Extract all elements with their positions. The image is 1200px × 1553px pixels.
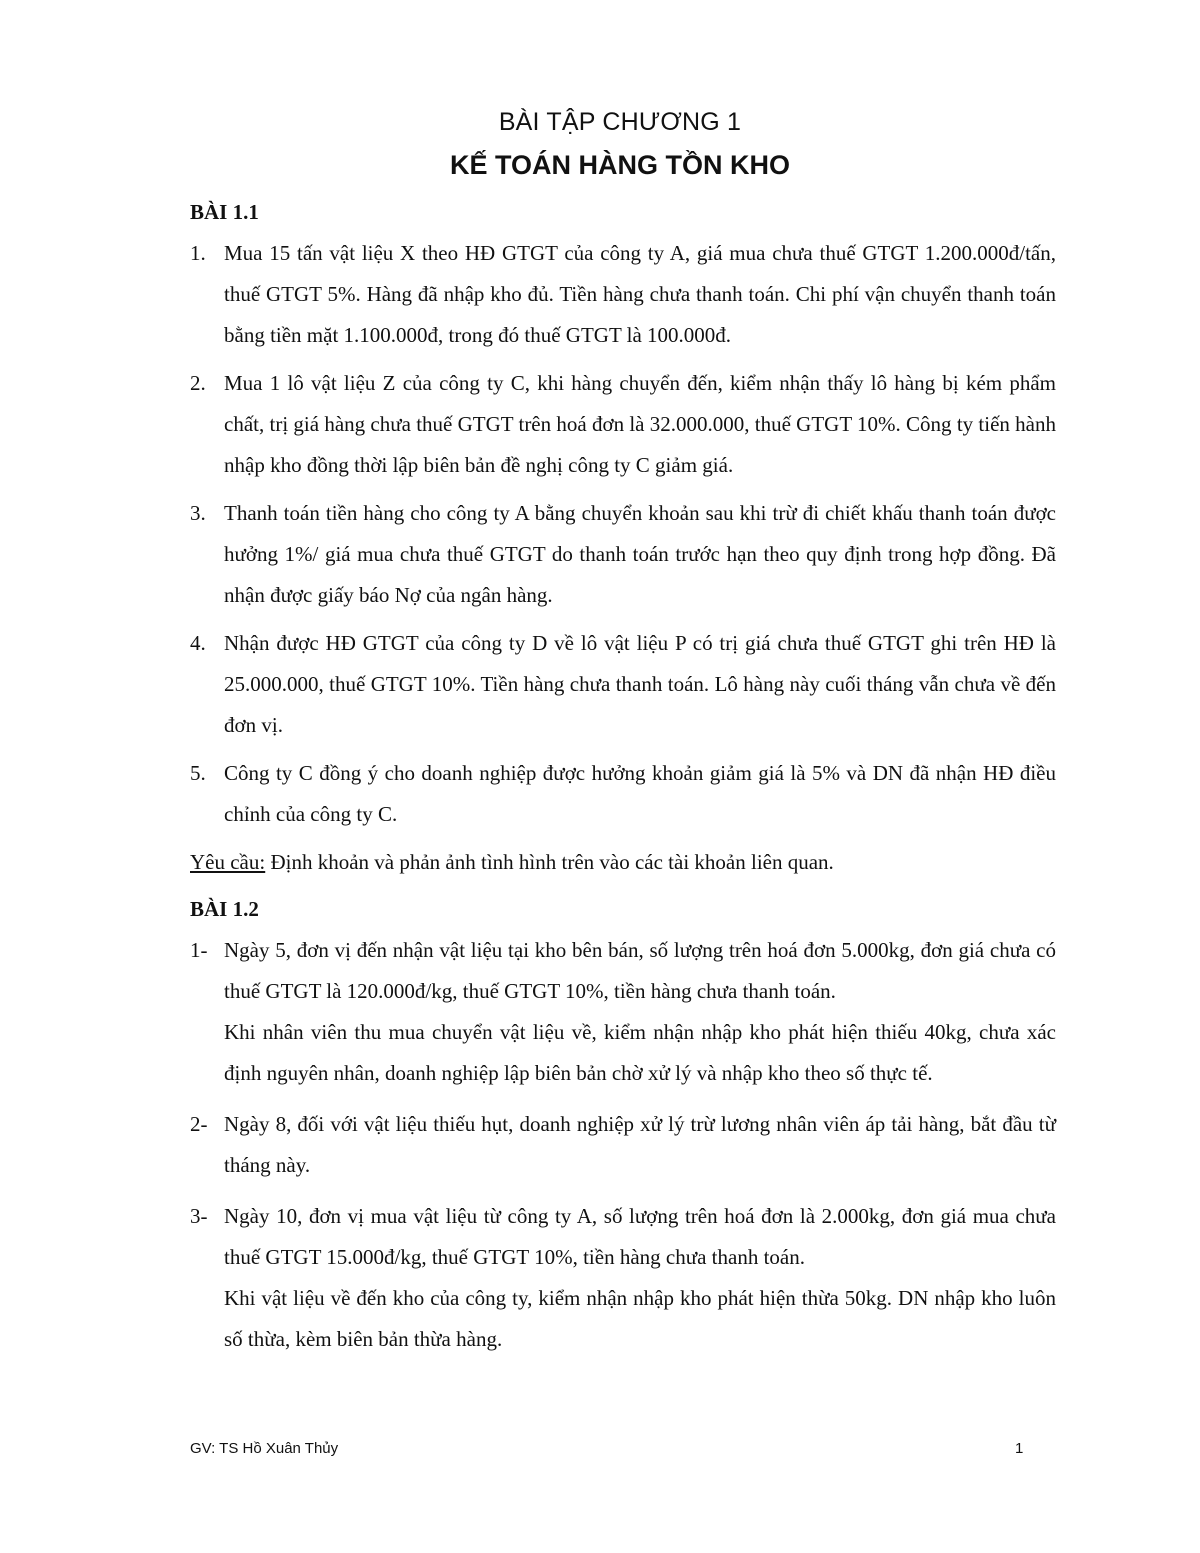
item-number: 3- bbox=[190, 1204, 208, 1228]
document-body bbox=[190, 192, 1056, 1370]
item-number: 3. bbox=[190, 501, 206, 525]
list-item bbox=[190, 930, 1056, 1094]
item-text: Mua 15 tấn vật liệu X theo HĐ GTGT của công ty A, giá mua chưa thuế GTGT 1.200.000đ/tấn, thuế GTGT 5%. Hàng đã nhập kho đủ. Tiền hàng chưa thanh toán. Chi phí vận chuyển thanh toán bằng tiền mặt 1.100.000đ, trong đó thuế GTGT là 100.000đ. bbox=[224, 241, 1056, 347]
exercise-item-list bbox=[190, 233, 1056, 835]
list-item bbox=[190, 493, 1056, 616]
item-text-continued: Khi nhân viên thu mua chuyển vật liệu về, kiểm nhận nhập kho phát hiện thiếu 40kg, chưa xác định nguyên nhân, doanh nghiệp lập biên bản chờ xử lý và nhập kho theo số thực tế. bbox=[224, 1020, 1056, 1085]
item-number: 2. bbox=[190, 371, 206, 395]
requirement-label: Yêu cầu: bbox=[190, 850, 266, 874]
list-item bbox=[190, 1104, 1056, 1186]
item-number: 5. bbox=[190, 761, 206, 785]
exercise-1-2 bbox=[190, 889, 1056, 1360]
document-title: KẾ TOÁN HÀNG TỒN KHO bbox=[449, 150, 790, 180]
item-text: Ngày 8, đối với vật liệu thiếu hụt, doanh nghiệp xử lý trừ lương nhân viên áp tải hàng, bắt đầu từ tháng này. bbox=[224, 1112, 1056, 1177]
item-text: Ngày 10, đơn vị mua vật liệu từ công ty A, số lượng trên hoá đơn là 2.000kg, đơn giá mua chưa thuế GTGT 15.000đ/kg, thuế GTGT 10%, tiền hàng chưa thanh toán. bbox=[224, 1204, 1056, 1269]
item-text: Nhận được HĐ GTGT của công ty D về lô vật liệu P có trị giá chưa thuế GTGT ghi trên HĐ là 25.000.000, thuế GTGT 10%. Tiền hàng chưa thanh toán. Lô hàng này cuối tháng vẫn chưa về đến đơn vị. bbox=[224, 631, 1056, 737]
item-text: Thanh toán tiền hàng cho công ty A bằng chuyển khoản sau khi trừ đi chiết khấu thanh toán được hưởng 1%/ giá mua chưa thuế GTGT do thanh toán trước hạn theo quy định trong hợp đồng. Đã nhận được giấy báo Nợ của ngân hàng. bbox=[224, 501, 1056, 607]
footer-author: GV: TS Hồ Xuân Thủy bbox=[190, 1440, 339, 1457]
list-item bbox=[190, 623, 1056, 746]
list-item bbox=[190, 753, 1056, 835]
item-text: Mua 1 lô vật liệu Z của công ty C, khi hàng chuyển đến, kiểm nhận thấy lô hàng bị kém phẩm chất, trị giá hàng chưa thuế GTGT trên hoá đơn là 32.000.000, thuế GTGT 10%. Công ty tiến hành nhập kho đồng thời lập biên bản đề nghị công ty C giảm giá. bbox=[224, 371, 1056, 477]
item-number: 1- bbox=[190, 938, 208, 962]
requirement bbox=[190, 842, 1056, 883]
list-item bbox=[190, 363, 1056, 486]
exercise-1-1 bbox=[190, 192, 1056, 883]
exercise-item-list bbox=[190, 930, 1056, 1360]
list-item bbox=[190, 1196, 1056, 1360]
page-number: 1 bbox=[1015, 1440, 1024, 1457]
item-text-continued: Khi vật liệu về đến kho của công ty, kiểm nhận nhập kho phát hiện thừa 50kg. DN nhập kho luôn số thừa, kèm biên bản thừa hàng. bbox=[224, 1286, 1056, 1351]
list-item bbox=[190, 233, 1056, 356]
item-number: 1. bbox=[190, 241, 206, 265]
item-number: 4. bbox=[190, 631, 206, 655]
item-text: Ngày 5, đơn vị đến nhận vật liệu tại kho bên bán, số lượng trên hoá đơn 5.000kg, đơn giá chưa có thuế GTGT là 120.000đ/kg, thuế GTGT 10%, tiền hàng chưa thanh toán. bbox=[224, 938, 1056, 1003]
item-text: Công ty C đồng ý cho doanh nghiệp được hưởng khoản giảm giá là 5% và DN đã nhận HĐ điều chỉnh của công ty C. bbox=[224, 761, 1056, 826]
chapter-title: BÀI TẬP CHƯƠNG 1 bbox=[498, 108, 742, 136]
requirement-text: Định khoản và phản ảnh tình hình trên vào các tài khoản liên quan. bbox=[265, 850, 834, 874]
exercise-heading: BÀI 1.1 bbox=[190, 200, 259, 224]
exercise-heading: BÀI 1.2 bbox=[190, 897, 259, 921]
item-number: 2- bbox=[190, 1112, 208, 1136]
